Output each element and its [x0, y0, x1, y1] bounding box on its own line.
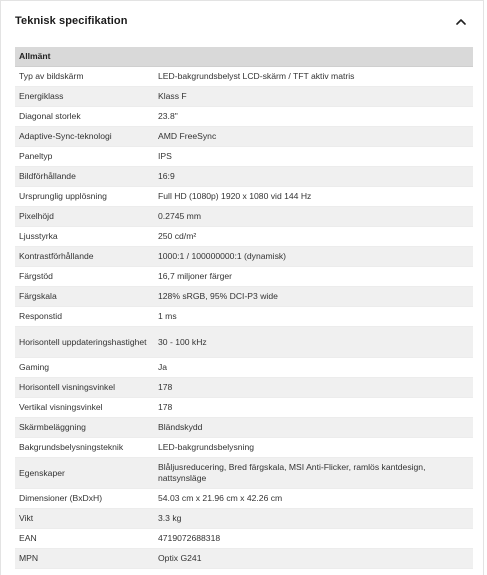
spec-value: LED-bakgrundsbelyst LCD-skärm / TFT aktiv matris — [153, 67, 473, 87]
spec-row — [15, 458, 473, 489]
spec-label: Responstid — [15, 307, 153, 327]
spec-row — [15, 87, 473, 107]
spec-row — [15, 509, 473, 529]
spec-value: 178 — [153, 378, 473, 398]
spec-label: Ursprunglig upplösning — [15, 187, 153, 207]
spec-label: Pixelhöjd — [15, 207, 153, 227]
spec-label: Typ av bildskärm — [15, 67, 153, 87]
spec-label: Gaming — [15, 358, 153, 378]
spec-row — [15, 267, 473, 287]
spec-label: Horisontell uppdateringshastighet — [15, 327, 153, 358]
spec-label: Energiklass — [15, 87, 153, 107]
spec-row — [15, 167, 473, 187]
spec-row — [15, 418, 473, 438]
spec-row — [15, 247, 473, 267]
spec-value: 1 ms — [153, 307, 473, 327]
spec-value: AMD FreeSync — [153, 127, 473, 147]
spec-label: Kontrastförhållande — [15, 247, 153, 267]
chevron-up-icon[interactable] — [455, 15, 467, 27]
spec-label: Färgstöd — [15, 267, 153, 287]
spec-label: Vertikal visningsvinkel — [15, 398, 153, 418]
spec-row — [15, 187, 473, 207]
spec-value: 16,7 miljoner färger — [153, 267, 473, 287]
spec-row — [15, 207, 473, 227]
spec-value: 128% sRGB, 95% DCI-P3 wide — [153, 287, 473, 307]
spec-row — [15, 398, 473, 418]
spec-row — [15, 287, 473, 307]
spec-row — [15, 107, 473, 127]
section-header — [15, 47, 473, 67]
spec-value: Bländskydd — [153, 418, 473, 438]
spec-value: 16:9 — [153, 167, 473, 187]
spec-value: 0.2745 mm — [153, 207, 473, 227]
spec-row — [15, 307, 473, 327]
spec-label: Bildförhållande — [15, 167, 153, 187]
spec-label: Egenskaper — [15, 458, 153, 489]
section-title: Allmänt — [15, 47, 473, 67]
spec-value: Klass F — [153, 87, 473, 107]
spec-value: 1000:1 / 100000000:1 (dynamisk) — [153, 247, 473, 267]
spec-row — [15, 438, 473, 458]
spec-label: Diagonal storlek — [15, 107, 153, 127]
spec-label: Ljusstyrka — [15, 227, 153, 247]
spec-value: 3.3 kg — [153, 509, 473, 529]
spec-value: LED-bakgrundsbelysning — [153, 438, 473, 458]
spec-row — [15, 529, 473, 549]
spec-row — [15, 549, 473, 569]
spec-value: Optix G241 — [153, 549, 473, 569]
spec-label: Dimensioner (BxDxH) — [15, 489, 153, 509]
spec-value: Blåljusreducering, Bred färgskala, MSI Anti-Flicker, ramlös kantdesign, nattsynsläge — [153, 458, 473, 489]
spec-table — [15, 47, 473, 569]
spec-row — [15, 227, 473, 247]
spec-label: Paneltyp — [15, 147, 153, 167]
spec-value: 23.8" — [153, 107, 473, 127]
spec-row — [15, 489, 473, 509]
spec-value: IPS — [153, 147, 473, 167]
spec-row — [15, 378, 473, 398]
spec-label: Adaptive-Sync-teknologi — [15, 127, 153, 147]
spec-value: 54.03 cm x 21.96 cm x 42.26 cm — [153, 489, 473, 509]
spec-row — [15, 127, 473, 147]
spec-row — [15, 67, 473, 87]
spec-label: Bakgrundsbelysningsteknik — [15, 438, 153, 458]
spec-value: 178 — [153, 398, 473, 418]
tech-spec-title: Teknisk specifikation — [15, 15, 128, 27]
spec-label: Skärmbeläggning — [15, 418, 153, 438]
spec-label: Vikt — [15, 509, 153, 529]
spec-value: 30 - 100 kHz — [153, 327, 473, 358]
spec-row — [15, 327, 473, 358]
spec-label: Färgskala — [15, 287, 153, 307]
spec-label: MPN — [15, 549, 153, 569]
tech-spec-header[interactable] — [1, 1, 483, 41]
spec-value: Full HD (1080p) 1920 x 1080 vid 144 Hz — [153, 187, 473, 207]
spec-value: 4719072688318 — [153, 529, 473, 549]
spec-row — [15, 147, 473, 167]
spec-label: EAN — [15, 529, 153, 549]
spec-label: Horisontell visningsvinkel — [15, 378, 153, 398]
spec-value: Ja — [153, 358, 473, 378]
spec-row — [15, 358, 473, 378]
spec-value: 250 cd/m² — [153, 227, 473, 247]
